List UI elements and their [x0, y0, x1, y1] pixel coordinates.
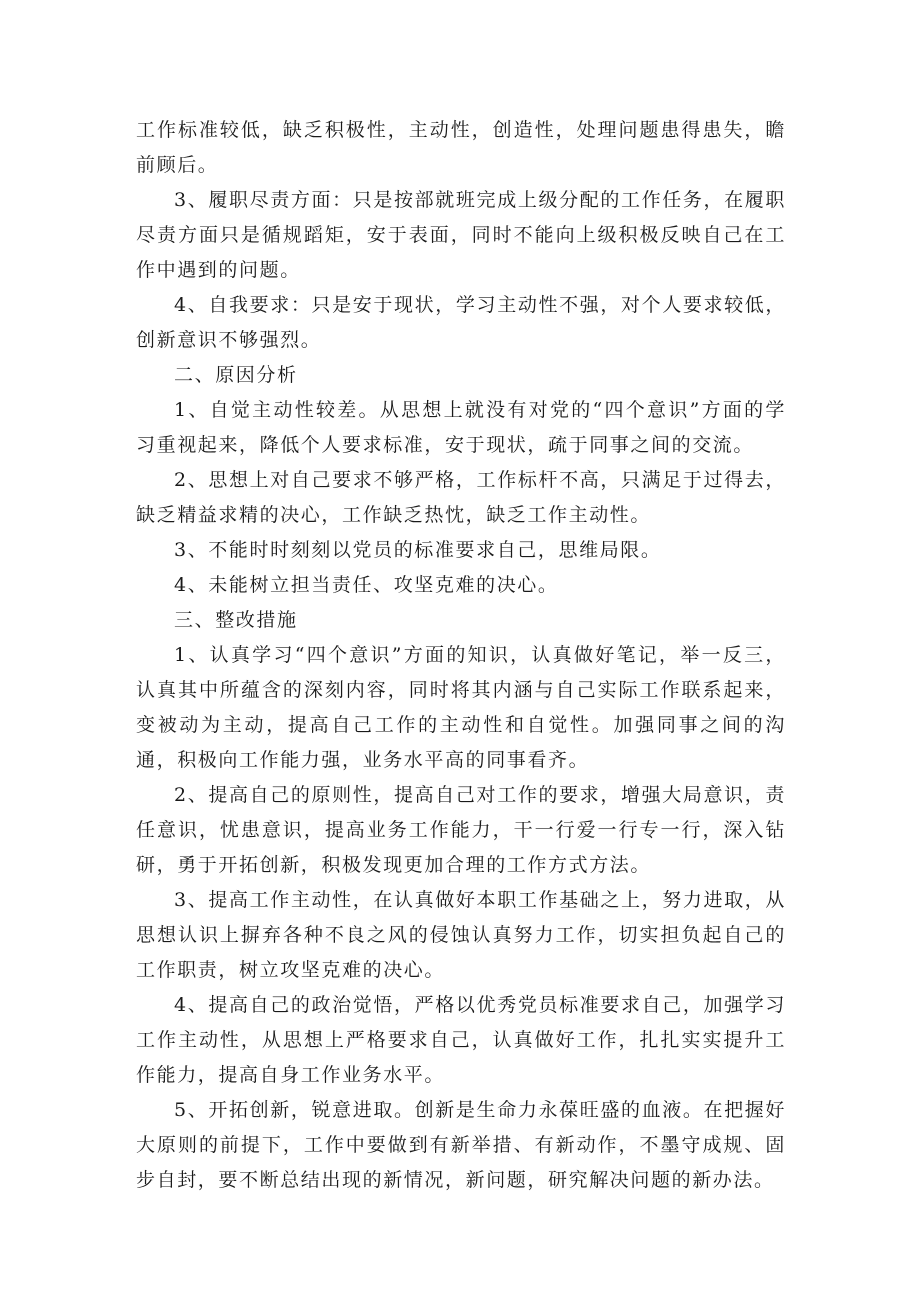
paragraph-measure-5: 5、开拓创新，锐意进取。创新是生命力永葆旺盛的血液。在把握好大原则的前提下，工作中要做到有新举措、有新动作，不墨守成规、固步自封，要不断总结出现的新情况，新问题，研究解决问题的新办法。 [136, 1099, 786, 1191]
paragraph-cause-1: 1、自觉主动性较差。从思想上就没有对党的“四个意识”方面的学习重视起来，降低个人要求标准，安于现状，疏于同事之间的交流。 [136, 399, 786, 456]
paragraph-cause-3: 3、不能时时刻刻以党员的标准要求自己，思维局限。 [174, 539, 662, 561]
paragraph-continuation: 工作标准较低，缺乏积极性，主动性，创造性，处理问题患得患失，瞻前顾后。 [136, 119, 786, 176]
section-heading-cause-analysis: 二、原因分析 [174, 364, 298, 386]
paragraph-measure-4: 4、提高自己的政治觉悟，严格以优秀党员标准要求自己，加强学习工作主动性，从思想上严格要求自己，认真做好工作，扎扎实实提升工作能力，提高自身工作业务水平。 [136, 994, 786, 1086]
paragraph-cause-4: 4、未能树立担当责任、攻坚克难的决心。 [174, 574, 559, 596]
paragraph-item-3-duty: 3、履职尽责方面：只是按部就班完成上级分配的工作任务，在履职尽责方面只是循规蹈矩，安于表面，同时不能向上级积极反映自己在工作中遇到的问题。 [136, 189, 786, 281]
paragraph-item-4-self-requirement: 4、自我要求：只是安于现状，学习主动性不强，对个人要求较低，创新意识不够强烈。 [136, 294, 786, 351]
paragraph-cause-2: 2、思想上对自己要求不够严格，工作标杆不高，只满足于过得去，缺乏精益求精的决心，工作缺乏热忱，缺乏工作主动性。 [136, 469, 786, 526]
paragraph-measure-2: 2、提高自己的原则性，提高自己对工作的要求，增强大局意识，责任意识，忧患意识，提高业务工作能力，干一行爱一行专一行，深入钻研，勇于开拓创新，积极发现更加合理的工作方式方法。 [136, 784, 786, 876]
paragraph-measure-3: 3、提高工作主动性，在认真做好本职工作基础之上，努力进取，从思想认识上摒弃各种不良之风的侵蚀认真努力工作，切实担负起自己的工作职责，树立攻坚克难的决心。 [136, 889, 786, 981]
section-heading-rectification: 三、整改措施 [174, 609, 298, 631]
document-body [136, 113, 786, 1198]
paragraph-measure-1: 1、认真学习“四个意识”方面的知识，认真做好笔记，举一反三，认真其中所蕴含的深刻内容，同时将其内涵与自己实际工作联系起来，变被动为主动，提高自己工作的主动性和自觉性。加强同事之间的沟通，积极向工作能力强，业务水平高的同事看齐。 [136, 644, 786, 771]
